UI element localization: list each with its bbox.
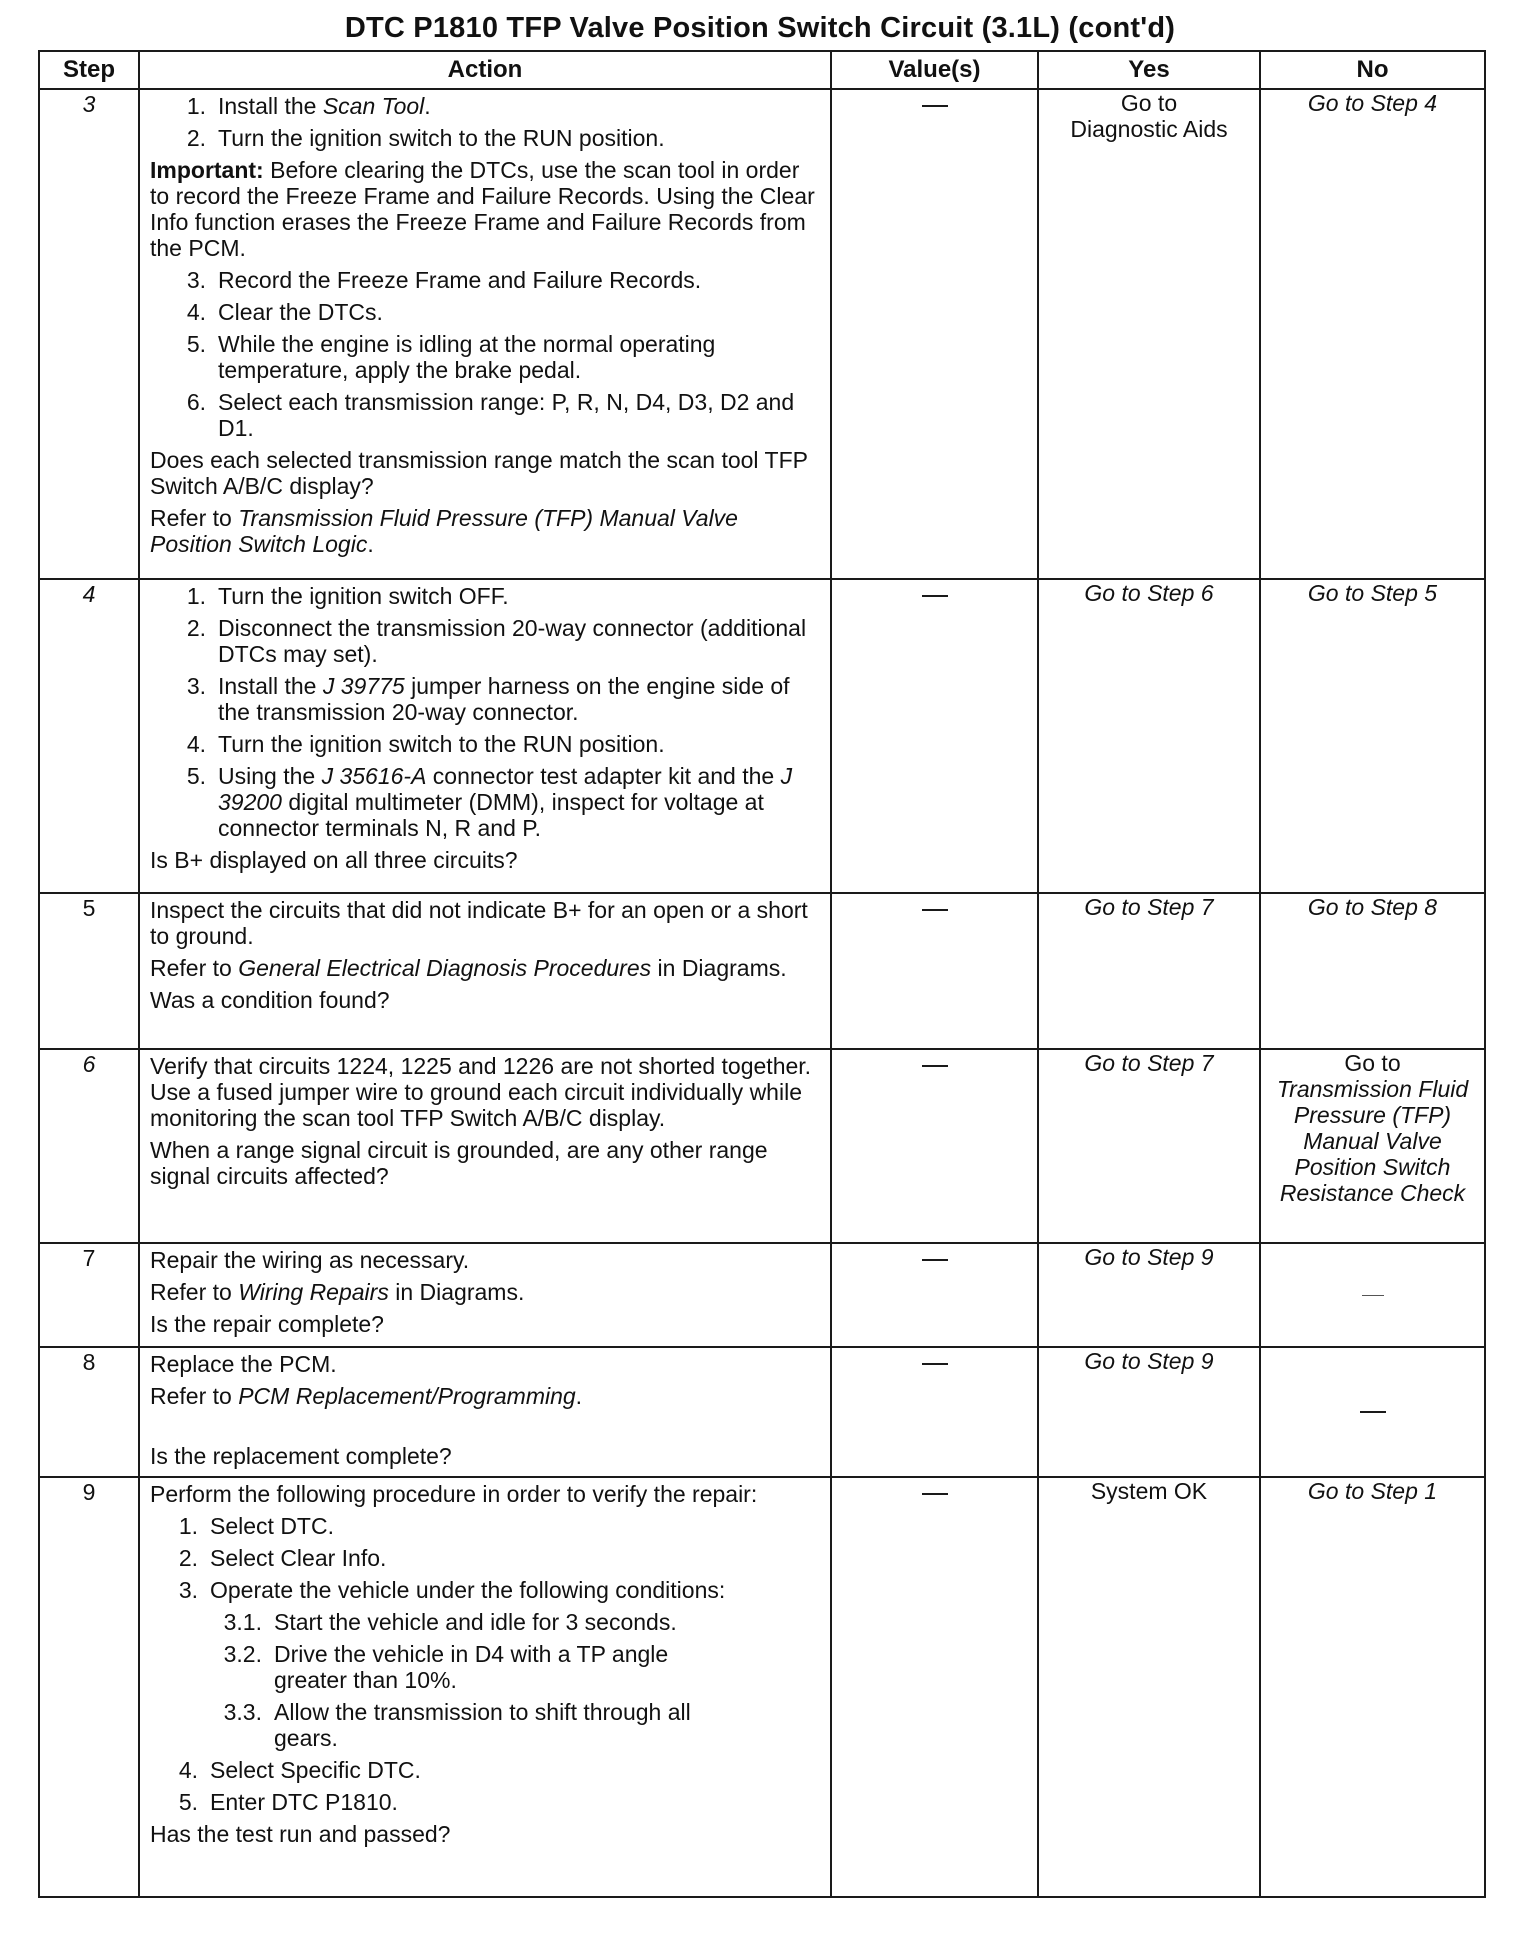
question: Is the repair complete? xyxy=(150,1311,384,1337)
value-cell xyxy=(831,1049,1038,1243)
header-action: Action xyxy=(139,51,831,89)
list-number: 5. xyxy=(186,331,206,357)
value-cell xyxy=(831,1243,1038,1347)
table-row-step-7 xyxy=(39,1243,1485,1347)
dash xyxy=(1362,1295,1384,1296)
no-link[interactable]: Go to Step 4 xyxy=(1307,90,1438,116)
header-no: No xyxy=(1260,51,1485,89)
question: Is the replacement complete? xyxy=(150,1443,452,1469)
no-cell xyxy=(1260,893,1485,1049)
instruction: Perform the following procedure in order to verify the repair: xyxy=(150,1481,758,1507)
value-cell xyxy=(831,89,1038,579)
list-item xyxy=(150,93,820,119)
list-item xyxy=(150,731,820,757)
list-text: Operate the vehicle under the following conditions: xyxy=(210,1577,726,1603)
text: . xyxy=(367,531,374,557)
page-title: DTC P1810 TFP Valve Position Switch Circuit (3.1L) (cont'd) xyxy=(344,12,1176,44)
text: . xyxy=(575,1383,583,1409)
dash xyxy=(922,909,948,911)
list-text: Record the Freeze Frame and Failure Records. xyxy=(218,267,702,293)
step-number: 9 xyxy=(39,1477,139,1897)
action-cell xyxy=(139,1049,831,1243)
list-number: 1. xyxy=(186,583,206,609)
yes-link[interactable]: Go to Diagnostic Aids xyxy=(1070,90,1228,142)
yes-cell xyxy=(1038,893,1260,1049)
list-item xyxy=(150,583,820,609)
question: Was a condition found? xyxy=(150,987,390,1013)
tool-name: J 39200 xyxy=(218,763,793,815)
table-row-step-8 xyxy=(39,1347,1485,1477)
list-item xyxy=(150,267,820,293)
header-row xyxy=(39,51,1485,89)
action-cell xyxy=(139,1347,831,1477)
list-number: 5. xyxy=(186,763,206,789)
list-text: Select Clear Info. xyxy=(210,1545,387,1571)
value-cell xyxy=(831,1347,1038,1477)
table-row-step-9 xyxy=(39,1477,1485,1897)
tool-name: Scan Tool xyxy=(322,93,425,119)
list-item xyxy=(150,331,820,383)
dash xyxy=(922,105,948,107)
text: digital multimeter (DMM), inspect for voltage at connector terminals N, R and P. xyxy=(218,789,764,841)
list-text: Turn the ignition switch OFF. xyxy=(218,583,509,609)
text: jumper harness on the engine side of the transmission 20-way connector. xyxy=(218,673,790,725)
important-note xyxy=(150,157,820,261)
question: Is B+ displayed on all three circuits? xyxy=(150,847,518,873)
list-item xyxy=(150,615,820,667)
list-item xyxy=(150,1577,820,1603)
text: Install the xyxy=(218,673,323,699)
no-cell xyxy=(1260,579,1485,893)
list-text: Enter DTC P1810. xyxy=(210,1789,398,1815)
text: in Diagrams. xyxy=(388,1279,525,1305)
text: Refer to xyxy=(150,955,239,981)
no-link[interactable]: Go to Step 8 xyxy=(1307,894,1438,920)
reference-link[interactable]: PCM Replacement/Programming xyxy=(238,1383,576,1409)
step-number: 5 xyxy=(39,893,139,1049)
table-row-step-6 xyxy=(39,1049,1485,1243)
header-values: Value(s) xyxy=(831,51,1038,89)
value-cell xyxy=(831,579,1038,893)
list-number: 3.2. xyxy=(223,1641,262,1667)
step-number: 3 xyxy=(39,89,139,579)
no-cell xyxy=(1260,1243,1485,1347)
step-number: 4 xyxy=(39,579,139,893)
text: Refer to xyxy=(150,1383,239,1409)
list-number: 3.3. xyxy=(223,1699,262,1725)
yes-cell xyxy=(1038,1347,1260,1477)
list-text: While the engine is idling at the normal operating temperature, apply the brake pedal. xyxy=(218,331,716,383)
text: Refer to xyxy=(150,1279,239,1305)
list-item xyxy=(150,299,820,325)
table-row-step-3 xyxy=(39,89,1485,579)
list-text: Start the vehicle and idle for 3 seconds. xyxy=(274,1609,677,1635)
yes-cell xyxy=(1038,89,1260,579)
text: . xyxy=(424,93,431,119)
list-number: 4. xyxy=(186,299,206,325)
text: Using the xyxy=(218,763,322,789)
step-number: 6 xyxy=(39,1049,139,1243)
yes-link[interactable]: Go to Step 6 xyxy=(1084,580,1214,606)
question: Has the test run and passed? xyxy=(150,1821,451,1847)
question: When a range signal circuit is grounded, are any other range signal circuits affected? xyxy=(150,1137,768,1189)
list-text: Drive the vehicle in D4 with a TP angle greater than 10%. xyxy=(274,1641,669,1693)
dash xyxy=(922,1065,948,1067)
no-cell xyxy=(1260,1347,1485,1477)
no-cell xyxy=(1260,1049,1485,1243)
instruction: Replace the PCM. xyxy=(150,1351,337,1377)
action-cell xyxy=(139,893,831,1049)
list-item xyxy=(150,1789,820,1815)
text: in Diagrams. xyxy=(651,955,787,981)
question: Does each selected transmission range match the scan tool TFP Switch A/B/C display? xyxy=(150,447,808,499)
action-cell xyxy=(139,89,831,579)
list-number: 1. xyxy=(186,93,206,119)
reference-link[interactable]: Wiring Repairs xyxy=(238,1279,389,1305)
value-cell xyxy=(831,1477,1038,1897)
list-number: 5. xyxy=(178,1789,198,1815)
list-number: 6. xyxy=(186,389,206,415)
list-text: Turn the ignition switch to the RUN position. xyxy=(218,125,665,151)
list-number: 2. xyxy=(186,615,206,641)
yes-link[interactable]: Go to Step 9 xyxy=(1084,1348,1214,1374)
list-item xyxy=(150,763,820,841)
list-item xyxy=(150,389,820,441)
important-label: Important: xyxy=(150,157,264,183)
action-cell xyxy=(139,1477,831,1897)
action-cell xyxy=(139,579,831,893)
list-text: Allow the transmission to shift through all gears. xyxy=(274,1699,691,1751)
dash xyxy=(922,595,948,597)
no-link[interactable]: Go to Transmission Fluid Pressure (TFP) Manual Valve Position Switch Resistance Check xyxy=(1276,1050,1469,1206)
text: connector test adapter kit and the xyxy=(426,763,781,789)
step-number: 8 xyxy=(39,1347,139,1477)
list-item xyxy=(150,1513,820,1539)
reference xyxy=(150,1383,820,1409)
reference xyxy=(150,1279,820,1305)
yes-cell xyxy=(1038,1477,1260,1897)
header-step: Step xyxy=(39,51,139,89)
list-text: Turn the ignition switch to the RUN position. xyxy=(218,731,665,757)
no-link[interactable]: Go to Step 1 xyxy=(1307,1478,1438,1504)
yes-cell xyxy=(1038,1243,1260,1347)
list-number: 2. xyxy=(178,1545,198,1571)
list-number: 1. xyxy=(178,1513,198,1539)
tool-name: J 39775 xyxy=(322,673,405,699)
list-text: Select DTC. xyxy=(210,1513,334,1539)
list-item xyxy=(150,125,820,151)
action-cell xyxy=(139,1243,831,1347)
important-text: Before clearing the DTCs, use the scan tool in order to record the Freeze Frame and Failure Records. Using the Clear Info function erases the Freeze Frame and Failure Records from the PCM. xyxy=(150,157,815,261)
dash xyxy=(922,1493,948,1495)
list-number: 2. xyxy=(186,125,206,151)
list-text: Select Specific DTC. xyxy=(210,1757,421,1783)
reference-link[interactable]: General Electrical Diagnosis Procedures xyxy=(238,955,652,981)
instruction: Repair the wiring as necessary. xyxy=(150,1247,470,1273)
list-number: 3.1. xyxy=(223,1609,262,1635)
step-number: 7 xyxy=(39,1243,139,1347)
reference-link[interactable]: Transmission Fluid Pressure (TFP) Manual Valve Position Switch Logic xyxy=(150,505,738,557)
table-row-step-4 xyxy=(39,579,1485,893)
table-row-step-5 xyxy=(39,893,1485,1049)
list-number: 3. xyxy=(178,1577,198,1603)
yes-link[interactable]: Go to Step 7 xyxy=(1084,894,1214,920)
yes-link[interactable]: System OK xyxy=(1090,1478,1208,1504)
list-number: 4. xyxy=(178,1757,198,1783)
no-cell xyxy=(1260,89,1485,579)
text: Refer to xyxy=(150,505,239,531)
sub-list-item xyxy=(150,1609,820,1635)
tool-name: J 35616-A xyxy=(321,763,427,789)
yes-link[interactable]: Go to Step 7 xyxy=(1084,1050,1214,1076)
list-item xyxy=(150,1545,820,1571)
list-item xyxy=(150,673,820,725)
reference xyxy=(150,955,820,981)
reference xyxy=(150,505,820,557)
list-number: 4. xyxy=(186,731,206,757)
text: Install the xyxy=(218,93,323,119)
no-cell xyxy=(1260,1477,1485,1897)
sub-list-item xyxy=(150,1699,820,1751)
list-item xyxy=(150,1757,820,1783)
list-number: 3. xyxy=(186,673,206,699)
header-yes: Yes xyxy=(1038,51,1260,89)
list-text: Select each transmission range: P, R, N, D4, D3, D2 and D1. xyxy=(218,389,795,441)
dash xyxy=(922,1363,948,1365)
dash xyxy=(922,1259,948,1261)
dash xyxy=(1360,1411,1386,1413)
instruction: Verify that circuits 1224, 1225 and 1226 are not shorted together. Use a fused jumper wire to ground each circuit individually while monitoring the scan tool TFP Switch A/B/C display. xyxy=(150,1053,812,1131)
list-number: 3. xyxy=(186,267,206,293)
diagnostic-table xyxy=(38,50,1486,1898)
list-text: Disconnect the transmission 20-way connector (additional DTCs may set). xyxy=(218,615,807,667)
yes-cell xyxy=(1038,1049,1260,1243)
value-cell xyxy=(831,893,1038,1049)
yes-cell xyxy=(1038,579,1260,893)
list-text: Clear the DTCs. xyxy=(218,299,383,325)
yes-link[interactable]: Go to Step 9 xyxy=(1084,1244,1214,1270)
sub-list-item xyxy=(150,1641,820,1693)
no-link[interactable]: Go to Step 5 xyxy=(1307,580,1438,606)
instruction: Inspect the circuits that did not indicate B+ for an open or a short to ground. xyxy=(150,897,808,949)
